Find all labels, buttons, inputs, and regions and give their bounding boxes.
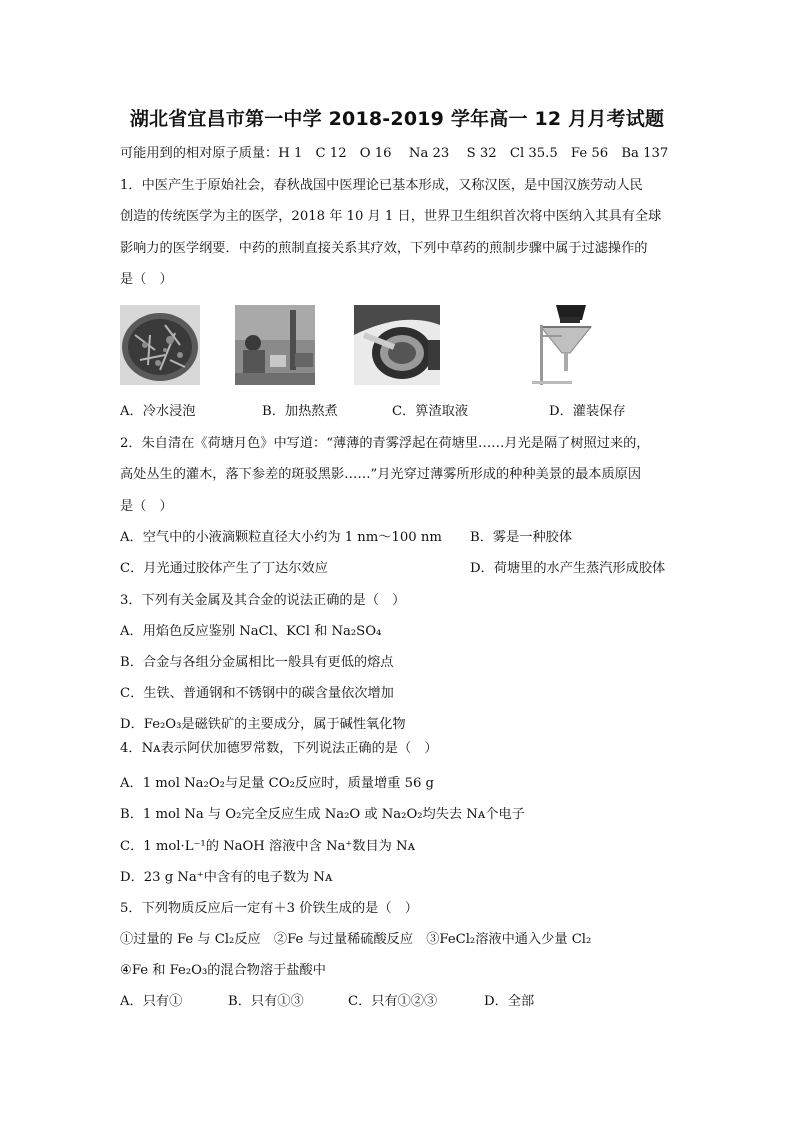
q2-line-3: 是（ ） [120,499,173,514]
cooking-photo [235,305,315,385]
herb-photo [120,305,200,385]
q4-option-a: A．1 mol Na₂O₂与足量 CO₂反应时，质量增重 56 g [120,776,434,791]
q3-option-c: C．生铁、普通钢和不锈钢中的碳含量依次增加 [120,686,394,701]
q5-items-line-1: ①过量的 Fe 与 Cl₂反应 ②Fe 与过量稀硫酸反应 ③FeCl₂溶液中通入少量 Cl₂ [120,932,592,947]
q2-option-d: D．荷塘里的水产生蒸汽形成胶体 [470,561,666,576]
q3-option-a: A．用焰色反应鉴别 NaCl、KCl 和 Na₂SO₄ [120,624,382,639]
q4-option-b: B．1 mol Na 与 O₂完全反应生成 Na₂O 或 Na₂O₂均失去 Nᴀ个电子 [120,807,525,822]
q1-option-a: A．冷水浸泡 [120,404,196,419]
q5-items-line-2: ④Fe 和 Fe₂O₃的混合物溶于盐酸中 [120,963,326,978]
q3-option-d: D．Fe₂O₃是磁铁矿的主要成分，属于碱性氧化物 [120,717,406,732]
q1-option-b: B．加热熬煮 [262,404,338,419]
q2-line-2: 高处丛生的灌木，落下参差的斑驳黑影……”月光穿过薄雾所形成的种种美景的最本质原因 [120,467,642,482]
q3-option-b: B．合金与各组分金属相比一般具有更低的熔点 [120,655,394,670]
q4-stem: 4．Nᴀ表示阿伏加德罗常数，下列说法正确的是（ ） [120,741,438,756]
q2-option-b: B．雾是一种胶体 [470,530,573,545]
q1-line-2: 创造的传统医学为主的医学，2018 年 10 月 1 日，世界卫生组织首次将中医纳入其具有全球 [120,209,662,224]
q2-option-c: C．月光通过胶体产生了丁达尔效应 [120,561,328,576]
funnel-photo [526,305,606,385]
q2-option-a: A．空气中的小液滴颗粒直径大小约为 1 nm～100 nm [120,530,442,545]
strain-photo [354,305,440,385]
atomic-masses: 可能用到的相对原子质量：H 1 C 12 O 16 Na 23 S 32 Cl 35.5 Fe 56 Ba 137 [120,146,669,161]
q5-option-b: B．只有①③ [228,994,304,1009]
q5-option-a: A．只有① [120,994,183,1009]
q1-option-d: D．灌装保存 [549,404,626,419]
q4-option-d: D．23 g Na⁺中含有的电子数为 Nᴀ [120,870,333,885]
exam-title: 湖北省宜昌市第一中学 2018-2019 学年高一 12 月月考试题 [129,108,665,130]
q5-stem: 5．下列物质反应后一定有＋3 价铁生成的是（ ） [120,901,418,916]
q1-line-4: 是（ ） [120,272,173,287]
q4-option-c: C．1 mol·L⁻¹的 NaOH 溶液中含 Na⁺数目为 Nᴀ [120,839,416,854]
q1-line-3: 影响力的医学纲要．中药的煎制直接关系其疗效，下列中草药的煎制步骤中属于过滤操作的 [120,241,648,256]
q5-option-c: C．只有①②③ [348,994,438,1009]
q5-option-d: D．全部 [484,994,535,1009]
q3-stem: 3．下列有关金属及其合金的说法正确的是（ ） [120,593,406,608]
q1-option-c: C．箅渣取液 [392,404,469,419]
q2-line-1: 2．朱自清在《荷塘月色》中写道：“薄薄的青雾浮起在荷塘里……月光是隔了树照过来的， [120,436,650,451]
q1-line-1: 1．中医产生于原始社会，春秋战国中医理论已基本形成，又称汉医，是中国汉族劳动人民 [120,178,643,193]
